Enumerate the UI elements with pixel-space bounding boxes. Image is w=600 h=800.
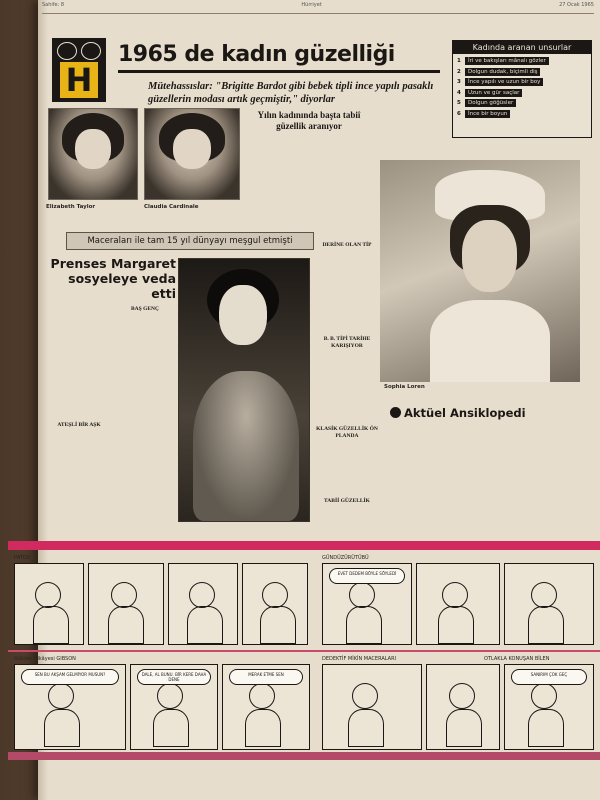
item-label: Uzun ve gür saçlar — [465, 89, 522, 97]
item-number: 6 — [457, 110, 461, 117]
article-subhead: Mütehassıslar: "Brigitte Bardot gibi bebek tipli ince yapılı pasaklı güzellerin modası artık geçmiştir," diyorlar — [148, 81, 434, 105]
list-item — [457, 77, 587, 88]
h-letter-logo: H — [60, 62, 98, 98]
face-shape — [173, 129, 211, 170]
aktuel-title: Aktüel Ansiklopedi — [404, 406, 526, 420]
comic-panel — [242, 563, 308, 645]
article-column — [312, 140, 374, 228]
item-label: İnce yapılı ve uzun bir boy — [465, 78, 543, 86]
strip-label: DEDEKTİF MİKİN MACERALARI — [322, 656, 397, 662]
article-column — [316, 252, 378, 332]
comic-panel — [322, 563, 412, 645]
comic-panel — [222, 664, 310, 750]
issue-date: 27 Ocak 1965 — [559, 2, 594, 8]
comic-panel — [88, 563, 164, 645]
portrait-taylor — [48, 108, 138, 200]
article-column — [316, 442, 378, 492]
dress-shape — [193, 371, 299, 521]
globe-icon — [57, 42, 77, 60]
comic-panel — [504, 664, 594, 750]
section-head: KLASİK GÜZELLİK ÖN PLANDA — [316, 426, 378, 439]
comic-panel — [504, 563, 594, 645]
article-column — [246, 140, 308, 228]
section-head: B. B. TİPİ TARİHE KARIŞIYOR — [323, 336, 371, 349]
title-line: Prenses Margaret — [50, 256, 176, 271]
section-head: ATEŞLİ BİR AŞK — [48, 420, 110, 431]
body-shape — [430, 300, 550, 382]
comic-panel — [322, 664, 422, 750]
list-item — [457, 109, 587, 120]
comic-panel — [14, 563, 84, 645]
comics-divider — [8, 541, 600, 550]
masthead-line — [42, 2, 594, 14]
comic-panel — [426, 664, 500, 750]
speech-bubble: EVET DEDEM BÖYLE SÖYLEDİ — [329, 568, 405, 584]
comic-panel — [168, 563, 238, 645]
article-column — [386, 424, 448, 538]
title-line: sosyeleye veda etti — [68, 271, 176, 301]
speech-bubble: SANIRIM ÇOK GEÇ — [511, 669, 587, 685]
paper-name: Hürriyet — [301, 2, 322, 8]
comic-panel — [416, 563, 500, 645]
face-shape — [462, 220, 517, 292]
aktuel-heading — [390, 406, 590, 420]
bullet-icon — [390, 407, 401, 418]
item-number: 5 — [457, 100, 461, 107]
section-head: DERİNE OLAN TİP — [322, 242, 372, 248]
sidebar-box — [452, 40, 592, 138]
caption-name: Claudia Cardinale — [144, 204, 199, 210]
article-column — [114, 292, 176, 538]
caption-name: Sophia Loren — [384, 384, 425, 390]
sidebar-title: Kadında aranan unsurlar — [453, 41, 591, 54]
caption-taylor — [46, 204, 140, 210]
speech-bubble: SEN BU AKŞAM GELMİYOR MUSUN? — [21, 669, 119, 685]
photo-princess-margaret — [178, 258, 310, 522]
item-number: 3 — [457, 79, 461, 86]
portrait-cardinale — [144, 108, 240, 200]
comic-panel — [14, 664, 126, 750]
speech-bubble: MERAK ETME SEN — [229, 669, 303, 685]
item-label: İri ve bakışları mânalı gözler — [465, 57, 549, 65]
strip-label: PATOS — [14, 555, 30, 561]
caption-cardinale — [144, 204, 240, 210]
comics-divider — [8, 650, 600, 652]
sidebar-list — [453, 54, 591, 121]
face-shape — [219, 285, 267, 345]
item-number: 2 — [457, 68, 461, 75]
item-number: 1 — [457, 58, 461, 65]
list-item — [457, 56, 587, 67]
item-label: Dolgun dudak, biçimli diş — [465, 68, 540, 76]
article-column — [452, 424, 514, 538]
photo-sophia-loren — [380, 160, 580, 382]
article-column — [518, 424, 584, 538]
comic-panel — [130, 664, 218, 750]
globe-icon — [81, 42, 101, 60]
list-item — [457, 88, 587, 99]
banner-text: Maceraları ile tam 15 yıl dünyayı meşgul etmişti — [87, 236, 293, 246]
item-label: İnce bir boyun — [465, 110, 510, 118]
strip-label: Gülüler Hikâyesi GIBSON — [14, 656, 76, 662]
article-column — [48, 292, 110, 538]
section-head: TABİİ GÜZELLİK — [324, 498, 370, 504]
article-column — [316, 506, 378, 538]
year-headline: Yılın kadınında başta tabiî güzellik aranıyor — [257, 110, 361, 131]
section-head: BAŞ GENÇ — [114, 304, 176, 315]
caption-loren — [384, 384, 584, 390]
margaret-banner — [66, 232, 314, 250]
page-number: Sahife: 8 — [42, 2, 65, 8]
page-bottom-band — [8, 752, 600, 760]
section-logo — [52, 38, 106, 102]
item-number: 4 — [457, 89, 461, 96]
article-column — [316, 352, 378, 422]
page-headline: 1965 de kadın güzelliği — [118, 42, 395, 67]
headline-rule — [118, 70, 440, 73]
list-item — [457, 67, 587, 78]
list-item — [457, 98, 587, 109]
caption-name: Elizabeth Taylor — [46, 204, 96, 210]
strip-label: OTLAKLA KONUŞAN BİLEN — [484, 656, 550, 662]
strip-label: GÜNDÜZÜRÜTÜBÜ — [322, 555, 369, 561]
face-shape — [75, 129, 110, 170]
speech-bubble: DALE, AL BUNU. BİR KERE DAHA DENE — [137, 669, 211, 685]
item-label: Dolgun göğüsler — [465, 99, 516, 107]
